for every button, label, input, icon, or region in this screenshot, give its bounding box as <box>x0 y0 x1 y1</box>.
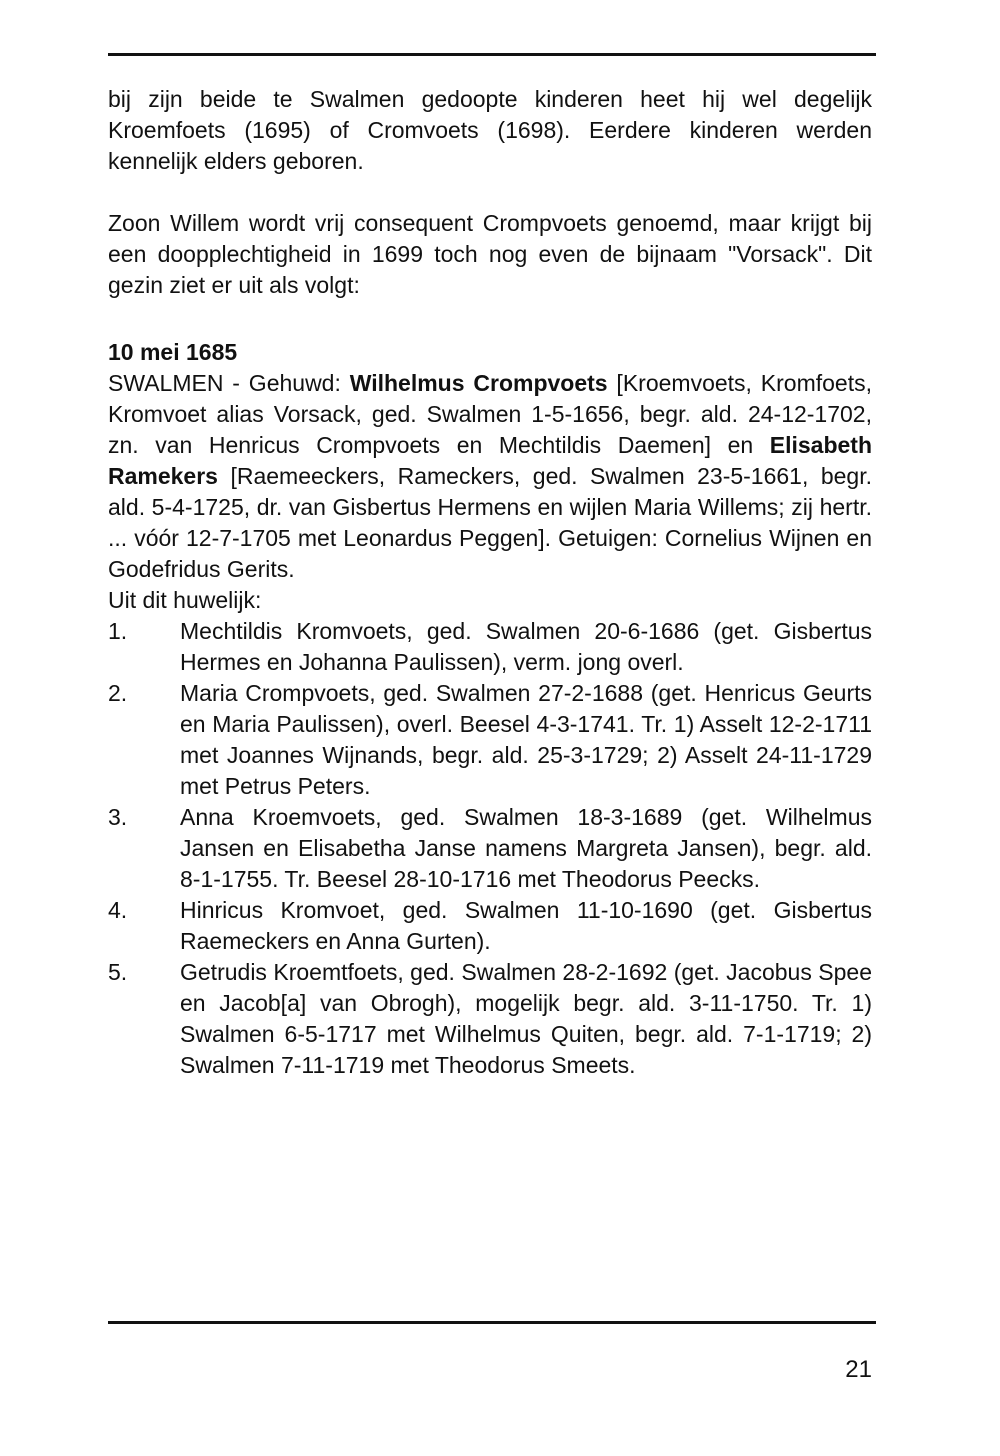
item-text: Maria Crompvoets, ged. Swalmen 27-2-1688 (get. Henricus Geurts en Maria Paulissen), overl. Beesel 4-3-1741. Tr. 1) Asselt 12-2-1711 met Joannes Wijnands, begr. ald. 25-3-1729; 2) Asselt 24-11-1729 met Petrus Peters. <box>180 680 872 799</box>
item-text: Anna Kroemvoets, ged. Swalmen 18-3-1689 (get. Wilhelmus Jansen en Elisabetha Janse namens Margreta Jansen), begr. ald. 8-1-1755. Tr. Beesel 28-10-1716 met Theodorus Peecks. <box>180 804 872 892</box>
item-text: Hinricus Kromvoet, ged. Swalmen 11-10-1690 (get. Gisbertus Raemeckers en Anna Gurten). <box>180 897 872 954</box>
entry-text-a: SWALMEN - Gehuwd: <box>108 370 350 396</box>
list-item <box>108 616 872 678</box>
intro-paragraph-2: Zoon Willem wordt vrij consequent Crompvoets genoemd, maar krijgt bij een doopplechtigheid in 1699 toch nog even de bijnaam "Vorsack". Dit gezin ziet er uit als volgt: <box>108 210 872 298</box>
list-item <box>108 895 872 957</box>
groom-name: Wilhelmus Crompvoets <box>349 370 608 396</box>
item-number: 5. <box>108 959 128 985</box>
top-rule <box>108 53 876 56</box>
item-number: 1. <box>108 618 128 644</box>
bottom-rule <box>108 1321 876 1324</box>
item-number: 3. <box>108 804 128 830</box>
page-content <box>108 84 872 1081</box>
item-number: 2. <box>108 680 128 706</box>
record-date: 10 mei 1685 <box>108 339 238 365</box>
children-label: Uit dit huwelijk: <box>108 587 262 613</box>
paragraph-spacer <box>108 177 872 208</box>
list-item <box>108 678 872 802</box>
marriage-entry <box>108 368 872 585</box>
item-text: Getrudis Kroemtfoets, ged. Swalmen 28-2-1692 (get. Jacobus Spee en Jacob[a] van Obrogh), mogelijk begr. ald. 3-11-1750. Tr. 1) Swalmen 6-5-1717 met Wilhelmus Quiten, begr. ald. 7-1-1719; 2) Swalmen 7-11-1719 met Theodorus Smeets. <box>180 959 872 1078</box>
section-spacer <box>108 301 872 337</box>
intro-paragraph-1: bij zijn beide te Swalmen gedoopte kinderen heet hij wel degelijk Kroemfoets (1695) of Cromvoets (1698). Eerdere kinderen werden kennelijk elders geboren. <box>108 86 872 174</box>
page-number: 21 <box>845 1356 872 1383</box>
list-item <box>108 957 872 1081</box>
children-list <box>108 616 872 1081</box>
entry-text-b: [Kroemvoets, Kromfoets, Kromvoet alias Vorsack, ged. Swalmen 1-5-1656, begr. ald. 24-12-1702, zn. van Henricus Crompvoets en Mechtildis Daemen] en <box>108 370 872 458</box>
entry-text-c: [Raemeeckers, Rameckers, ged. Swalmen 23-5-1661, begr. ald. 5-4-1725, dr. van Gisbertus Hermens en wijlen Maria Willems; zij hertr. ... vóór 12-7-1705 met Leonardus Peggen]. Getuigen: Cornelius Wijnen en Godefridus Gerits. <box>108 463 872 582</box>
item-text: Mechtildis Kromvoets, ged. Swalmen 20-6-1686 (get. Gisbertus Hermes en Johanna Paulissen), verm. jong overl. <box>180 618 872 675</box>
list-item <box>108 802 872 895</box>
item-number: 4. <box>108 897 128 923</box>
bride-name: Elisabeth Ramekers <box>108 432 872 489</box>
